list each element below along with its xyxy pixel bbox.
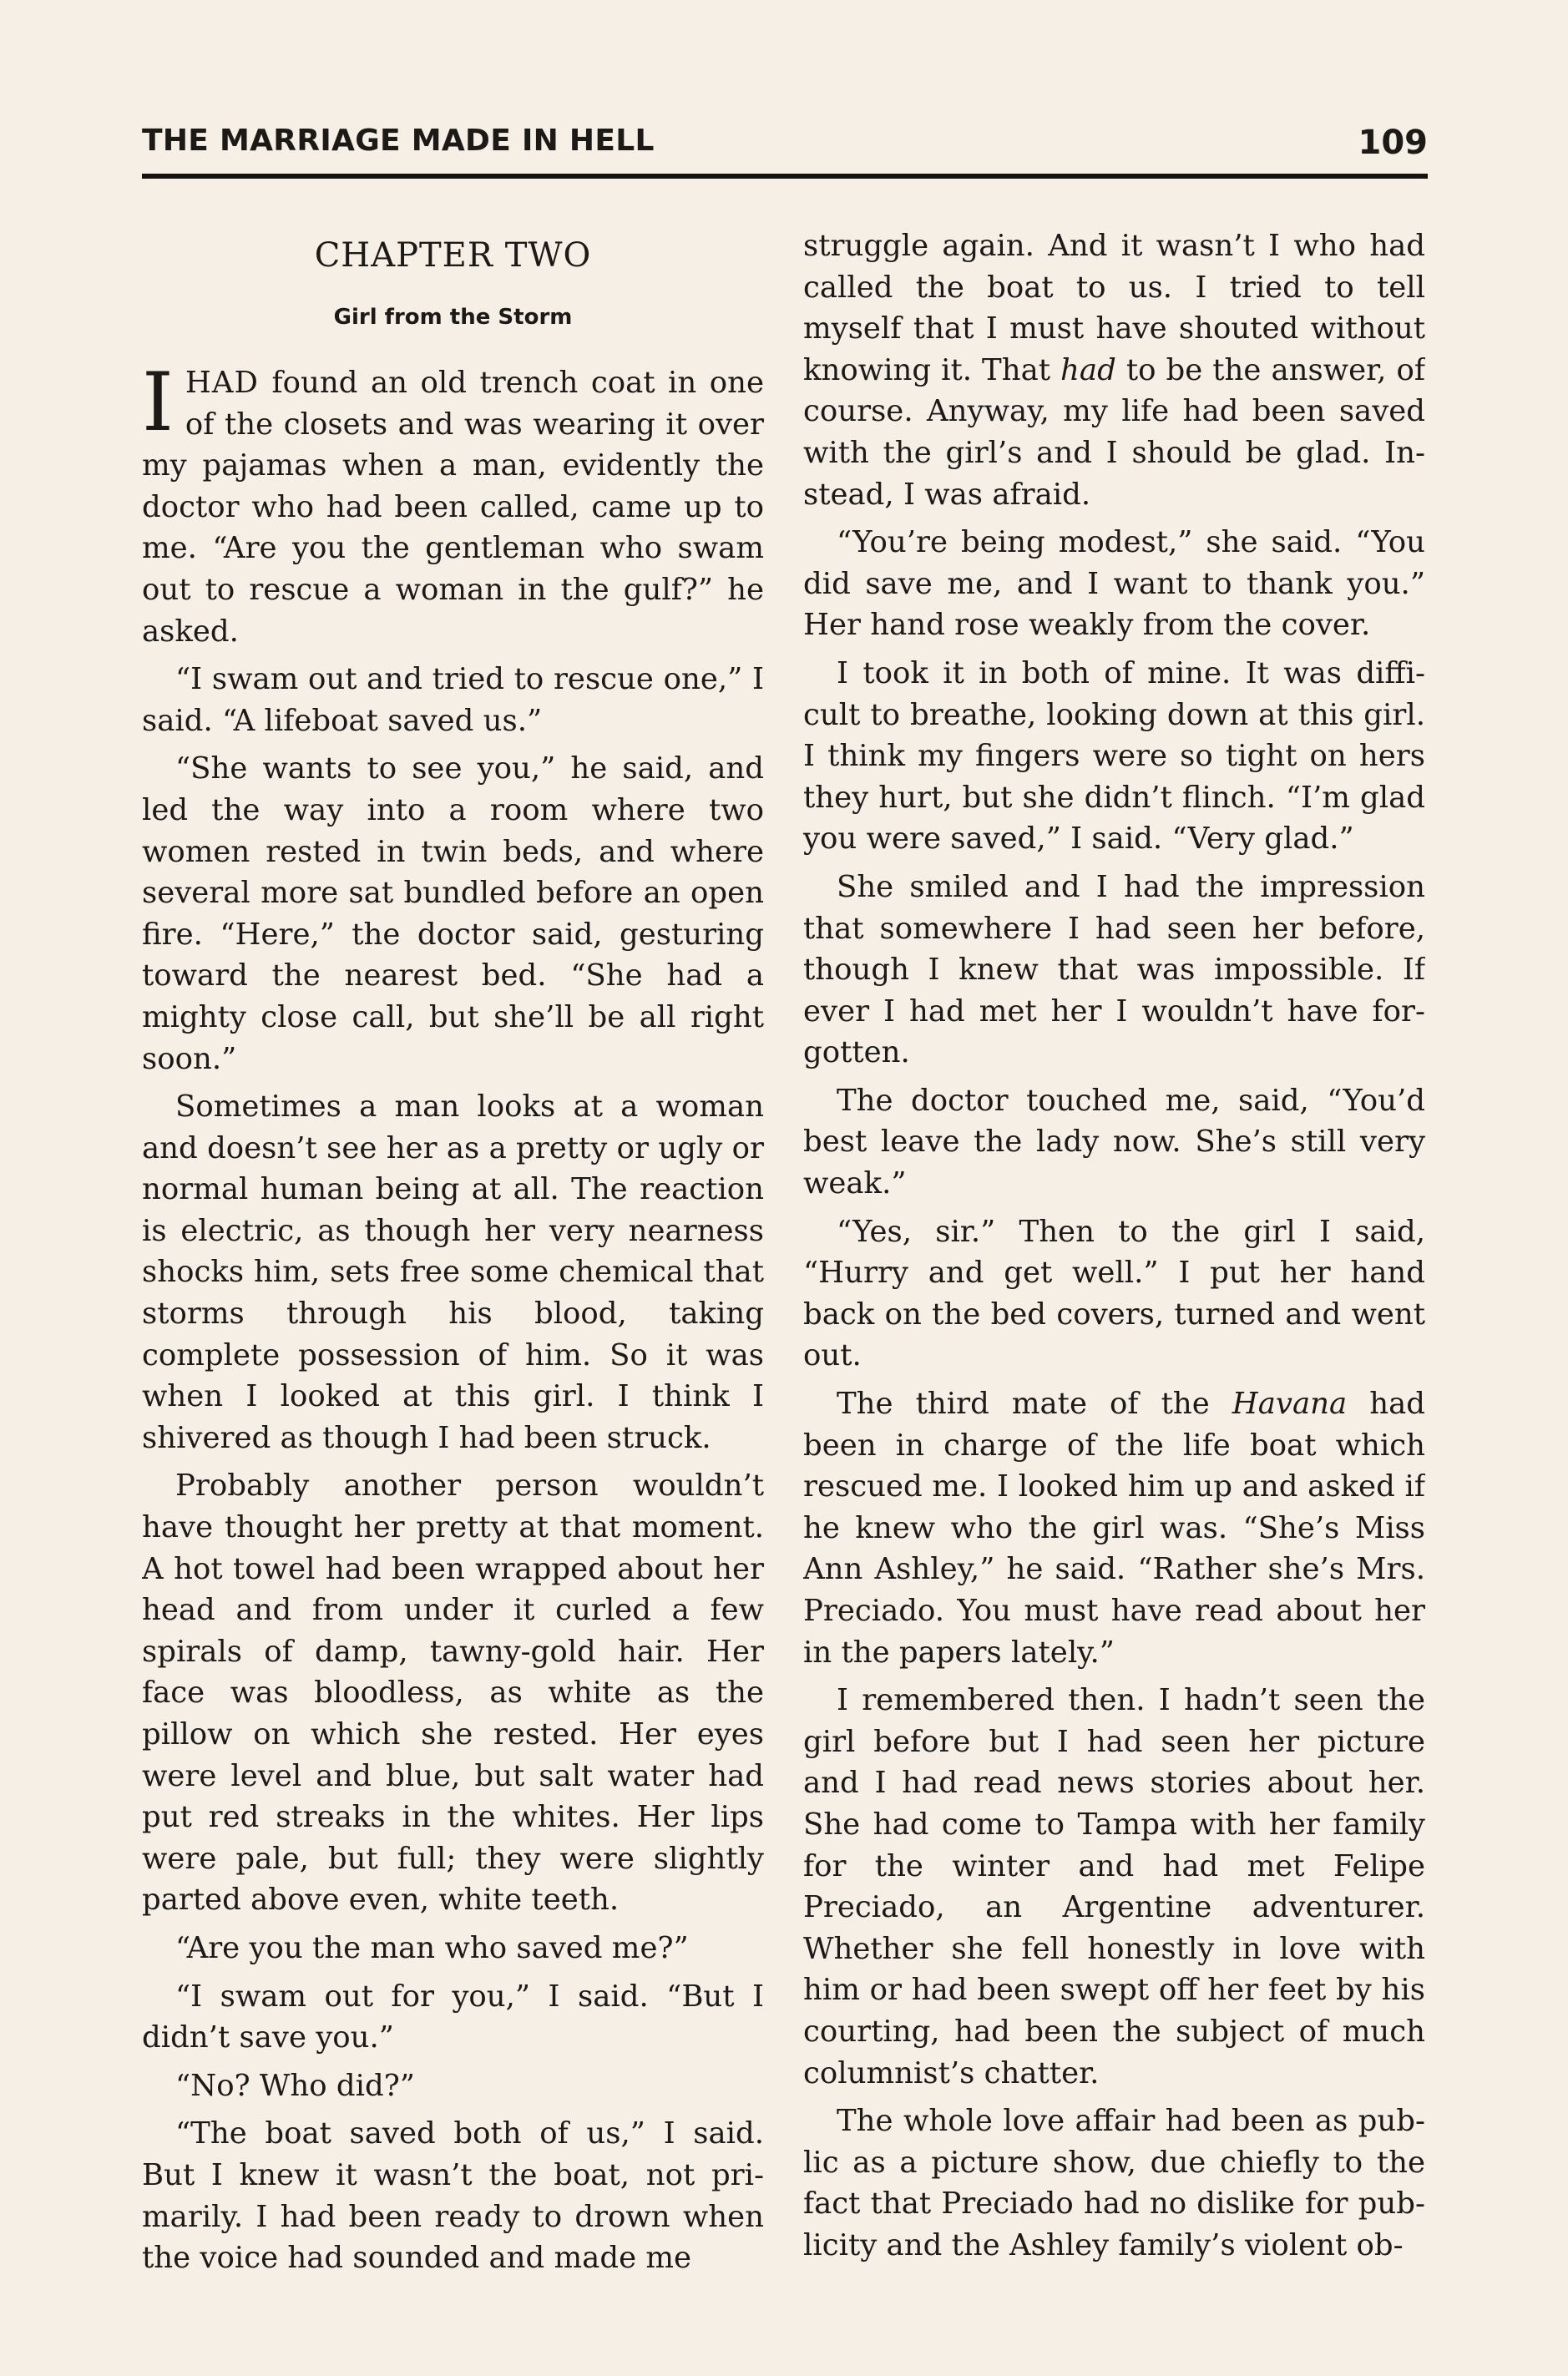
paragraph: The whole love affair had been as public as a picture show, due chiefly to the fact that Preciado had no dislike for publicity and the Ashley family’s violent ob- bbox=[803, 2104, 1425, 2262]
paragraph-text: to be the answer, of course. Anyway, my life had been saved with the girl’s and I should be glad. Instead, I was afraid. bbox=[803, 352, 1425, 512]
right-column bbox=[803, 225, 1425, 2279]
page-number: 109 bbox=[1358, 124, 1428, 162]
paragraph: “Are you the man who saved me?” bbox=[175, 1930, 689, 1965]
paragraph: “She wants to see you,” he said, and led the way into a room where two women rested in twin beds, and where several more sat bundled before an open fire. “Here,” the doctor said, gesturing toward the nearest bed. “She had a mighty close call, but she’ll be all right soon.” bbox=[142, 751, 764, 1076]
running-title: THE MARRIAGE MADE IN HELL bbox=[142, 124, 655, 158]
chapter-title: CHAPTER TWO bbox=[314, 236, 592, 275]
paragraph bbox=[803, 1383, 1425, 1673]
chapter-subtitle: Girl from the Storm bbox=[333, 305, 573, 330]
running-header bbox=[142, 124, 1428, 170]
paragraph: “You’re being modest,” she said. “You did save me, and I want to thank you.” Her hand rose weakly from the cover. bbox=[803, 525, 1425, 643]
header-rule bbox=[142, 174, 1428, 179]
left-column bbox=[142, 225, 764, 2279]
drop-cap: I bbox=[142, 356, 174, 449]
paragraph: “No? Who did?” bbox=[175, 2068, 415, 2103]
paragraph: “I swam out for you,” I said. “But I didn’t save you.” bbox=[142, 1979, 764, 2055]
paragraph: “Yes, sir.” Then to the girl I said, “Hurry and get well.” I put her hand back on the bed covers, turned and went out. bbox=[803, 1214, 1425, 1373]
paragraph: “I swam out and tried to rescue one,” I said. “A lifeboat saved us.” bbox=[142, 662, 764, 738]
paragraph-text: struggle again. And it wasn’t I who had called the boat to us. I tried to tell myself that I must have shouted without knowing it. That bbox=[803, 229, 1425, 387]
ship-name: Havana bbox=[1232, 1387, 1348, 1422]
paragraph: I took it in both of mine. It was difficult to breathe, looking down at this girl. I think my fingers were so tight on hers they hurt, but she didn’t flinch. “I’m glad you were saved,” I said. “Very glad.” bbox=[803, 655, 1425, 857]
paragraph: “The boat saved both of us,” I said. But I knew it wasn’t the boat, not primarily. I had been ready to drown when the voice had sounded and made me bbox=[142, 2116, 764, 2276]
paragraph: She smiled and I had the impression that somewhere I had seen her before, though I knew that was impossible. If ever I had met her I wouldn’t have forgotten. bbox=[803, 869, 1425, 1070]
paragraph: I remembered then. I hadn’t seen the girl before but I had seen her picture and I had read news stories about her. She had come to Tampa with her family for the winter and had met Felipe Preciado, an Argentine adventurer. Whether she fell honestly in love with him or had been swept off her feet by his courting, had been the subject of much columnist’s chatter. bbox=[803, 1683, 1425, 2090]
paragraph-text: had been in charge of the life boat which rescued me. I looked him up and asked if he knew who the girl was. “She’s Miss Ann Ashley,” he said. “Rather she’s Mrs. Preciado. You must have read about her in the papers lately.” bbox=[803, 1387, 1425, 1670]
paragraph: Probably another person wouldn’t have thought her pretty at that moment. A hot towel had been wrapped about her head and from under it curled a few spirals of damp, tawny-gold hair. Her face was bloodless, as white as the pillow on which she rested. Her eyes were level and blue, but salt water had put red streaks in the whites. Her lips were pale, but full; they were slightly parted above even, white teeth. bbox=[142, 1469, 764, 1918]
paragraph-text: found an old trench coat in one of the closets and was wearing it over my pajamas when a man, evidently the doctor who had been called, came up to me. “Are you the gentleman who swam out to rescue a woman in the gulf?” he asked. bbox=[142, 366, 764, 649]
paragraph: Sometimes a man looks at a woman and doesn’t see her as a pretty or ugly or normal human being at all. The reaction is electric, as though her very nearness shocks him, sets free some chemical that storms through his blood, taking complete possession of him. So it was when I looked at this girl. I think I shivered as though I had been struck. bbox=[142, 1089, 764, 1455]
paragraph bbox=[142, 356, 764, 652]
lead-caps: HAD bbox=[185, 366, 259, 400]
paragraph: The doctor touched me, said, “You’d best leave the lady now. She’s still very weak.” bbox=[803, 1083, 1425, 1201]
paragraph bbox=[803, 225, 1425, 515]
paragraph-text: The third mate of the bbox=[837, 1387, 1232, 1422]
emphasis: had bbox=[1060, 352, 1116, 387]
